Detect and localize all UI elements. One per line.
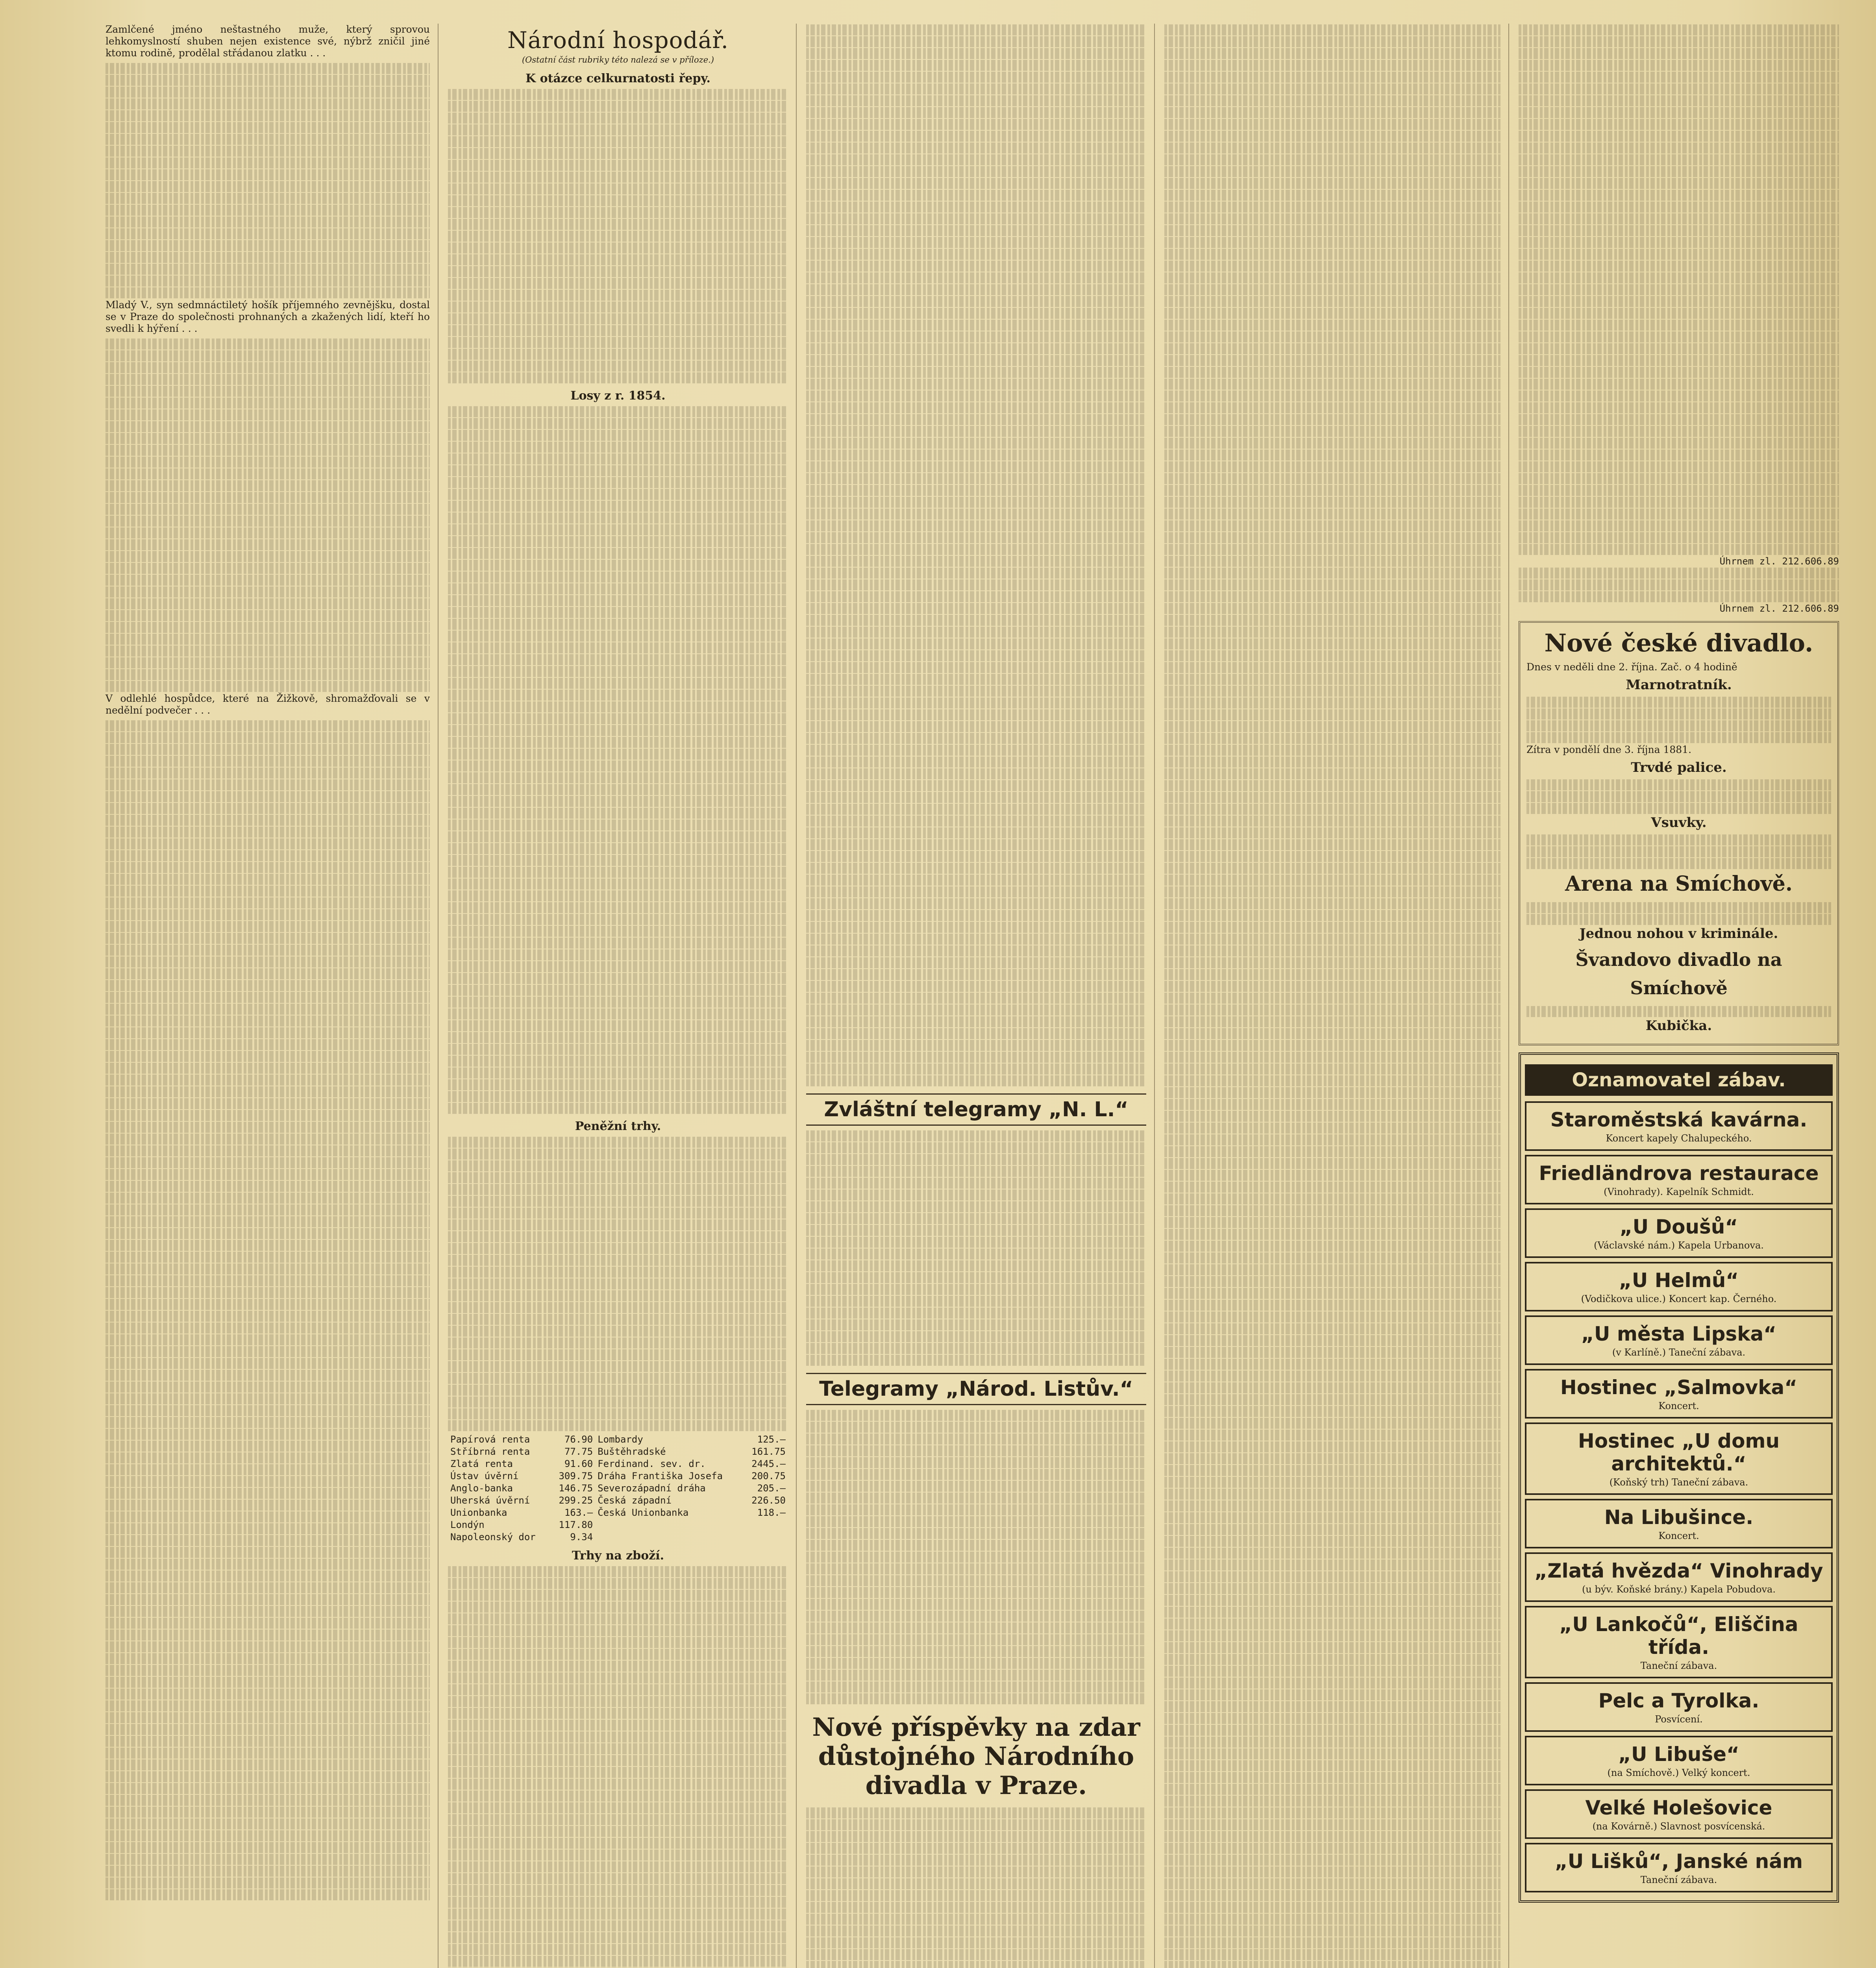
text-lines [1519, 568, 1839, 602]
table-row: Anglo-banka 146.75 Severozápadní dráha 205.— [450, 1483, 786, 1494]
stock-table [448, 1433, 788, 1543]
text-lines [448, 1566, 788, 1968]
ad-item: „Zlatá hvězda“ Vinohrady (u býv. Koňské brány.) Kapela Pobudova. [1525, 1552, 1833, 1602]
ad-item: „U Lankočů“, Eliščina třída. Taneční zábava. [1525, 1606, 1833, 1678]
text-lines [806, 1410, 1146, 1704]
table-row: Papírová renta 76.90 Lombardy 125.— [450, 1434, 786, 1445]
theatre-play: Kubička. [1645, 1018, 1712, 1034]
text-lines [1164, 24, 1500, 1968]
total-line: Úhrnem zl. 212.606.89 [1719, 603, 1839, 614]
article-paragraph: Mladý V., syn sedmnáctiletý hošík příjemného zevnějšku, dostal se v Praze do společnosti prohnaných a zkažených lidí, kteří ho svedli k hýření . . . [105, 299, 430, 334]
column-rule [1154, 24, 1155, 1968]
text-lines [806, 1130, 1146, 1366]
total-line: Úhrnem zl. 212.606.89 [1719, 556, 1839, 567]
text-lines [105, 720, 430, 1900]
entertainment-ads [1519, 1052, 1839, 1903]
ad-item: Hostinec „U domu architektů.“ (Koňský trh) Taneční zábava. [1525, 1422, 1833, 1495]
table-row: Stříbrná renta 77.75 Buštěhradské 161.75 [450, 1446, 786, 1457]
table-row: Napoleonský dor 9.34 [450, 1531, 593, 1543]
article-paragraph: Zamlčené jméno neštastného muže, který sprovou lehkomyslností shuben nejen existence své, nýbrž zničil jiné ktomu rodině, prodělal střádanou zlatku . . . [105, 24, 430, 59]
theatre-play: Marnotratník. [1626, 677, 1732, 693]
column-5 [1512, 24, 1846, 1968]
column-3 [799, 24, 1153, 1968]
text-lines [105, 338, 430, 692]
section-subtitle: (Ostatní část rubriky této nalezá se v příloze.) [522, 55, 714, 65]
article-paragraph: V odlehlé hospůdce, které na Žižkově, shromažďovali se v nedělní podvečer . . . [105, 693, 430, 716]
column-1 [98, 24, 437, 1968]
ad-item: Hostinec „Salmovka“ Koncert. [1525, 1369, 1833, 1419]
text-lines [1526, 902, 1831, 925]
section-title: Národní hospodář. [507, 27, 729, 54]
ad-item: „U Doušů“ (Václavské nám.) Kapela Urbanova. [1525, 1208, 1833, 1258]
theatre-play: Jednou nohou v kriminále. [1579, 926, 1778, 941]
text-lines [1526, 834, 1831, 869]
ad-item: Pelc a Tyrolka. Posvícení. [1525, 1682, 1833, 1732]
theatre-play: Trvdé palice. [1631, 760, 1727, 775]
article-heading: Losy z r. 1854. [570, 389, 666, 403]
text-lines [1526, 1006, 1831, 1017]
text-lines [1519, 24, 1839, 555]
text-lines [448, 406, 788, 1114]
theatre-play: Vsuvky. [1651, 815, 1707, 830]
ad-item: Na Libušince. Koncert. [1525, 1499, 1833, 1548]
text-lines [806, 24, 1146, 1086]
ads-header: Oznamovatel zábav. [1525, 1064, 1833, 1096]
text-lines [448, 89, 788, 383]
text-lines [1526, 779, 1831, 814]
ad-item: „U města Lipska“ (v Karlíně.) Taneční zábava. [1525, 1315, 1833, 1365]
telegrams-title: Zvláštní telegramy „N. L.“ [806, 1093, 1146, 1126]
table-row: Ústav úvěrní 309.75 Dráha Františka Josefa 200.75 [450, 1470, 786, 1482]
article-heading: K otázce celkurnatosti řepy. [525, 72, 710, 85]
table-row: Uherská úvěrní 299.25 Česká západní 226.50 [450, 1495, 786, 1506]
column-rule [796, 24, 797, 1968]
theatre-line: Dnes v neděli dne 2. října. Zač. o 4 hodině [1526, 661, 1737, 673]
text-lines [1526, 697, 1831, 743]
text-lines [806, 1807, 1146, 1968]
ad-item: „U Libuše“ (na Smíchově.) Velký koncert. [1525, 1736, 1833, 1785]
telegrams-title-2: Telegramy „Národ. Listův.“ [806, 1373, 1146, 1405]
column-2 [441, 24, 795, 1968]
article-heading: Trhy na zboží. [572, 1549, 664, 1563]
ad-item: „U Helmů“ (Vodičkova ulice.) Koncert kap. Černého. [1525, 1262, 1833, 1311]
text-lines [105, 63, 430, 298]
theatre-title-2: Arena na Smíchově. [1565, 872, 1793, 896]
table-row: Londýn 117.80 [450, 1519, 593, 1530]
theatre-title: Nové české divadlo. [1544, 629, 1813, 657]
donations-heading: Nové příspěvky na zdar důstojného Národního divadla v Praze. [812, 1713, 1140, 1800]
table-row: Zlatá renta 91.60 Ferdinand. sev. dr. 2445.— [450, 1458, 786, 1469]
ad-item: „U Lišků“, Janské nám Taneční zábava. [1525, 1843, 1833, 1892]
article-heading: Peněžní trhy. [575, 1119, 661, 1133]
theatre-line: Zítra v pondělí dne 3. října 1881. [1526, 744, 1692, 755]
text-lines [448, 1137, 788, 1431]
ad-item: Friedländrova restaurace (Vinohrady). Kapelník Schmidt. [1525, 1155, 1833, 1204]
theatre-title-3: Švandovo divadlo na Smíchově [1575, 949, 1782, 999]
column-4 [1157, 24, 1508, 1968]
table-row: Unionbanka 163.— Česká Unionbanka 118.— [450, 1507, 786, 1518]
theatre-listing [1519, 621, 1839, 1045]
column-rule [1508, 24, 1509, 1968]
ad-item: Velké Holešovice (na Kovárně.) Slavnost posvícenská. [1525, 1789, 1833, 1839]
ad-item: Staroměstská kavárna. Koncert kapely Chalupeckého. [1525, 1101, 1833, 1151]
